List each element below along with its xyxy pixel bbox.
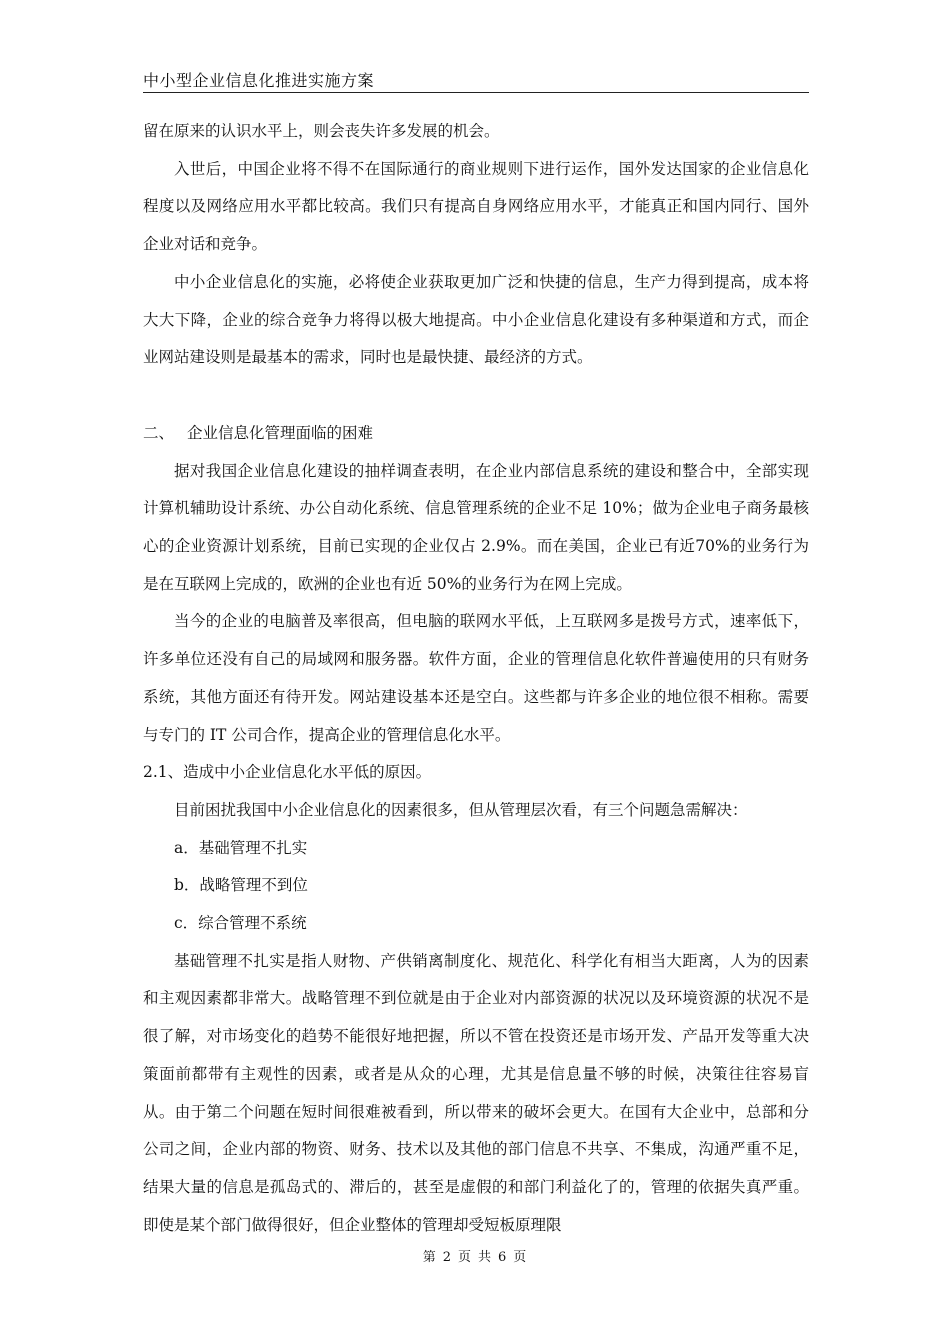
list-item: b．战略管理不到位	[174, 876, 308, 895]
paragraph: 当今的企业的电脑普及率很高，但电脑的联网水平低，上互联网多是拨号方式，速率低下，许多单位还没有自己的局域网和服务器。软件方面，企业的管理信息化软件普遍使用的只有财务系统，其他方面还有待开发。网站建设基本还是空白。这些都与许多企业的地位很不相称。需要与专门的 IT 公司合作，提高企业的管理信息化水平。	[143, 612, 809, 744]
paragraph: 基础管理不扎实是指人财物、产供销离制度化、规范化、科学化有相当大距离，人为的因素和主观因素都非常大。战略管理不到位就是由于企业对内部资源的状况以及环境资源的状况不是很了解，对市场变化的趋势不能很好地把握，所以不管在投资还是市场开发、产品开发等重大决策面前都带有主观性的因素，或者是从众的心理，尤其是信息量不够的时候，决策往往容易盲从。由于第二个问题在短时间很难被看到，所以带来的破坏会更大。在国有大企业中，总部和分公司之间，企业内部的物资、财务、技术以及其他的部门信息不共享、不集成，沟通严重不足，结果大量的信息是孤岛式的、滞后的，甚至是虚假的和部门利益化了的，管理的依据失真严重。即使是某个部门做得很好，但企业整体的管理却受短板原理限	[143, 951, 809, 1234]
header-title: 中小型企业信息化推进实施方案	[143, 71, 375, 90]
paragraph: 入世后，中国企业将不得不在国际通行的商业规则下进行运作，国外发达国家的企业信息化程度以及网络应用水平都比较高。我们只有提高自身网络应用水平，才能真正和国内同行、国外企业对话和竞争。	[143, 159, 809, 254]
paragraph: 中小企业信息化的实施，必将使企业获取更加广泛和快捷的信息，生产力得到提高，成本将大大下降，企业的综合竞争力将得以极大地提高。中小企业信息化建设有多种渠道和方式，而企业网站建设则是最基本的需求，同时也是最快捷、最经济的方式。	[143, 272, 809, 367]
footer-label: 第	[422, 1250, 437, 1265]
blank-line	[143, 377, 809, 415]
section-title: 企业信息化管理面临的困难	[187, 423, 374, 442]
footer-label: 页	[457, 1250, 472, 1265]
document-body	[143, 113, 809, 1244]
page-footer	[0, 1246, 950, 1265]
footer-page-total: 6	[498, 1250, 508, 1265]
list-item: a．基础管理不扎实	[174, 838, 308, 857]
paragraph: 据对我国企业信息化建设的抽样调查表明，在企业内部信息系统的建设和整合中，全部实现计算机辅助设计系统、办公自动化系统、信息管理系统的企业不足 10%；做为企业电子商务最核心的企业资源计划系统，目前已实现的企业仅占 2.9%。而在美国，企业已有近70%的业务行为是在互联网上完成的，欧洲的企业也有近 50%的业务行为在网上完成。	[143, 461, 809, 593]
section-heading	[143, 415, 809, 453]
paragraph: 目前困扰我国中小企业信息化的因素很多，但从管理层次看，有三个问题急需解决：	[174, 800, 748, 819]
page-header	[143, 62, 809, 93]
paragraph: 留在原来的认识水平上，则会丧失许多发展的机会。	[143, 122, 500, 140]
list-item: c．综合管理不系统	[174, 914, 307, 933]
footer-label: 页	[513, 1250, 528, 1265]
footer-label: 共	[478, 1250, 493, 1265]
subsection-heading: 2.1、造成中小企业信息化水平低的原因。	[143, 763, 432, 782]
footer-page-current: 2	[442, 1250, 452, 1265]
section-number: 二、	[143, 423, 175, 442]
